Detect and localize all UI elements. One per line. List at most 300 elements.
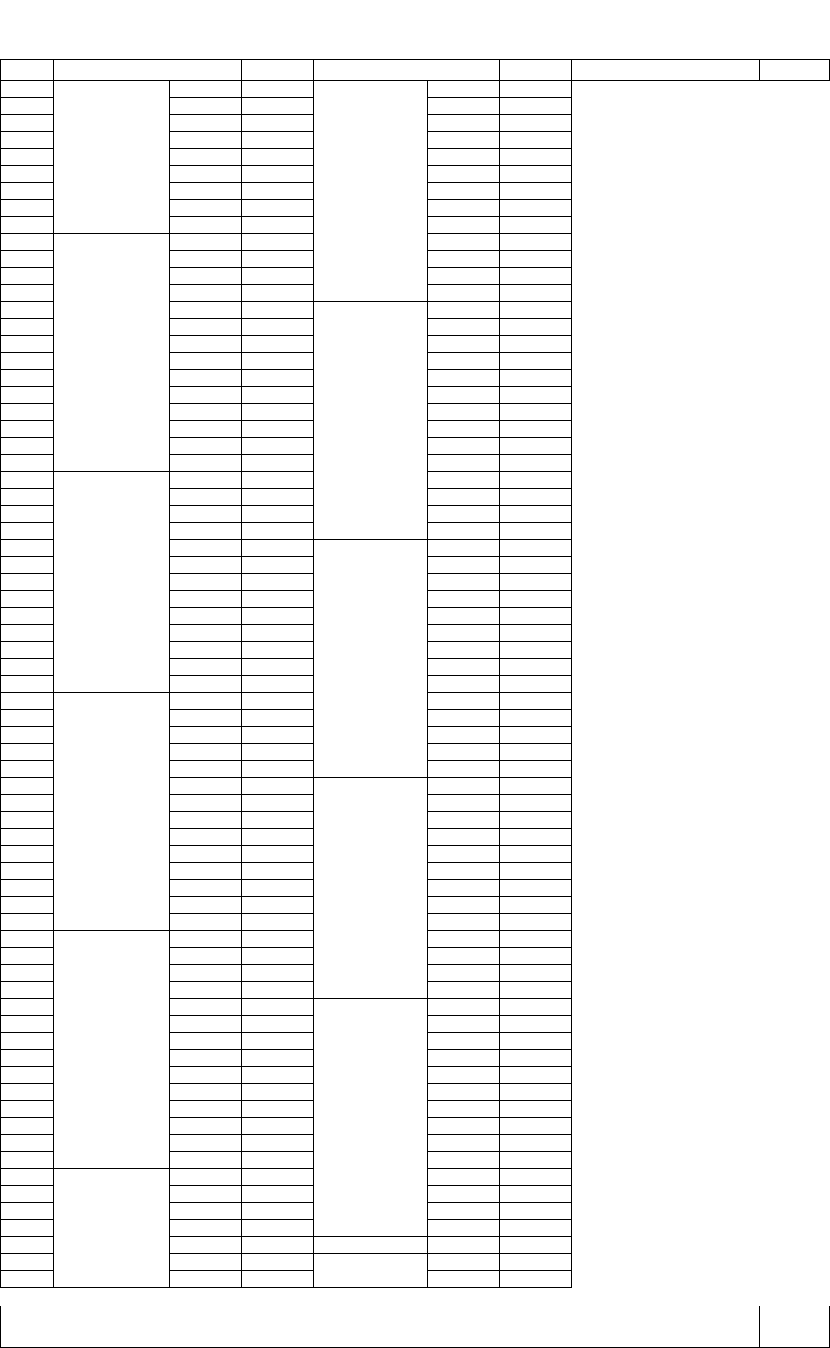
product-name-cell (1, 914, 54, 931)
product-name-cell (1, 183, 54, 200)
thickness-cell (169, 829, 241, 846)
quantity-cell (241, 778, 313, 795)
quantity-cell (241, 540, 313, 557)
quantity-cell (500, 421, 572, 438)
thickness-cell (169, 693, 241, 710)
product-name-cell (1, 812, 54, 829)
thickness-cell (428, 931, 500, 948)
thickness-cell (169, 914, 241, 931)
product-name-cell (1, 285, 54, 302)
quantity-cell (241, 846, 313, 863)
thickness-cell (428, 336, 500, 353)
thickness-cell (169, 1186, 241, 1203)
quantity-cell (241, 438, 313, 455)
product-name-cell (1, 880, 54, 897)
thickness-cell (169, 744, 241, 761)
quantity-cell (500, 591, 572, 608)
product-name-cell (1, 1118, 54, 1135)
quantity-cell (500, 234, 572, 251)
product-name-cell (1, 1237, 54, 1254)
thickness-cell (428, 455, 500, 472)
thickness-cell (169, 319, 241, 336)
quantity-cell (241, 948, 313, 965)
thickness-cell (428, 897, 500, 914)
quantity-cell (241, 1254, 313, 1271)
product-name-cell (1, 319, 54, 336)
quantity-cell (241, 1237, 313, 1254)
header-qty (500, 60, 572, 81)
quantity-cell (241, 727, 313, 744)
quantity-cell (241, 455, 313, 472)
quantity-cell (500, 931, 572, 948)
quantity-cell (241, 829, 313, 846)
quantity-cell (500, 370, 572, 387)
size-group-cell (313, 778, 428, 999)
quantity-cell (241, 200, 313, 217)
thickness-cell (169, 880, 241, 897)
quantity-cell (500, 472, 572, 489)
product-name-cell (1, 897, 54, 914)
thickness-cell (428, 540, 500, 557)
quantity-cell (241, 387, 313, 404)
quantity-cell (500, 778, 572, 795)
product-name-cell (1, 540, 54, 557)
thickness-cell (169, 591, 241, 608)
thickness-cell (169, 353, 241, 370)
product-name-cell (1, 1050, 54, 1067)
quantity-cell (241, 489, 313, 506)
quantity-cell (500, 268, 572, 285)
quantity-cell (241, 591, 313, 608)
product-name-cell (1, 948, 54, 965)
thickness-cell (428, 506, 500, 523)
header-spec (313, 60, 500, 81)
product-name-cell (1, 591, 54, 608)
product-name-cell (1, 523, 54, 540)
thickness-cell (169, 1118, 241, 1135)
thickness-cell (169, 1152, 241, 1169)
product-name-cell (1, 744, 54, 761)
quantity-cell (500, 115, 572, 132)
thickness-cell (169, 506, 241, 523)
quantity-cell (241, 1203, 313, 1220)
product-name-cell (1, 370, 54, 387)
thickness-cell (428, 557, 500, 574)
thickness-cell (169, 710, 241, 727)
quantity-cell (241, 183, 313, 200)
size-group-cell (313, 540, 428, 778)
thickness-cell (428, 1186, 500, 1203)
quantity-cell (500, 1237, 572, 1254)
quantity-cell (500, 132, 572, 149)
quantity-cell (500, 1271, 572, 1288)
product-name-cell (1, 98, 54, 115)
thickness-cell (169, 795, 241, 812)
product-name-cell (1, 846, 54, 863)
product-name-cell (1, 421, 54, 438)
quantity-cell (500, 81, 572, 98)
product-name-cell (1, 693, 54, 710)
quantity-cell (500, 98, 572, 115)
quantity-cell (241, 166, 313, 183)
quantity-cell (241, 812, 313, 829)
quantity-cell (500, 999, 572, 1016)
address-footer (0, 1306, 830, 1348)
quantity-cell (500, 693, 572, 710)
thickness-cell (169, 778, 241, 795)
quantity-cell (500, 642, 572, 659)
thickness-cell (428, 1067, 500, 1084)
quantity-cell (500, 217, 572, 234)
quantity-cell (500, 625, 572, 642)
quantity-cell (241, 370, 313, 387)
quantity-cell (241, 1186, 313, 1203)
thickness-cell (169, 1220, 241, 1237)
thickness-cell (428, 948, 500, 965)
thickness-cell (428, 1033, 500, 1050)
thickness-cell (169, 965, 241, 982)
quantity-cell (241, 642, 313, 659)
thickness-cell (428, 642, 500, 659)
thickness-cell (428, 574, 500, 591)
thickness-cell (428, 472, 500, 489)
thickness-cell (428, 608, 500, 625)
quantity-cell (241, 81, 313, 98)
quantity-cell (500, 574, 572, 591)
thickness-cell (169, 302, 241, 319)
quantity-cell (241, 523, 313, 540)
thickness-cell (169, 727, 241, 744)
thickness-cell (169, 608, 241, 625)
thickness-cell (169, 183, 241, 200)
thickness-cell (169, 251, 241, 268)
product-name-cell (1, 1220, 54, 1237)
quantity-cell (241, 115, 313, 132)
thickness-cell (169, 1203, 241, 1220)
product-name-cell (1, 557, 54, 574)
stock-table (0, 59, 830, 1288)
thickness-cell (428, 438, 500, 455)
product-name-cell (1, 1254, 54, 1271)
footer-divider (759, 1306, 760, 1347)
quantity-cell (241, 1067, 313, 1084)
thickness-cell (428, 1050, 500, 1067)
thickness-cell (428, 914, 500, 931)
thickness-cell (428, 1101, 500, 1118)
thickness-cell (428, 693, 500, 710)
quantity-cell (500, 183, 572, 200)
thickness-cell (169, 642, 241, 659)
quantity-cell (241, 353, 313, 370)
quantity-cell (241, 1169, 313, 1186)
thickness-cell (428, 217, 500, 234)
size-group-cell (313, 302, 428, 540)
quantity-cell (500, 812, 572, 829)
quantity-cell (241, 1033, 313, 1050)
header-row (1, 60, 830, 81)
quantity-cell (241, 795, 313, 812)
quantity-cell (500, 608, 572, 625)
quantity-cell (241, 1101, 313, 1118)
product-name-cell (1, 336, 54, 353)
thickness-cell (428, 489, 500, 506)
quantity-cell (241, 319, 313, 336)
thickness-cell (428, 370, 500, 387)
thickness-cell (169, 999, 241, 1016)
quantity-cell (500, 200, 572, 217)
quantity-cell (500, 744, 572, 761)
thickness-cell (428, 965, 500, 982)
quantity-cell (500, 965, 572, 982)
thickness-cell (169, 523, 241, 540)
quantity-cell (241, 336, 313, 353)
quantity-cell (241, 1135, 313, 1152)
product-name-cell (1, 234, 54, 251)
thickness-cell (169, 1101, 241, 1118)
product-name-cell (1, 506, 54, 523)
quantity-cell (500, 914, 572, 931)
quantity-cell (241, 574, 313, 591)
product-name-cell (1, 149, 54, 166)
thickness-cell (428, 795, 500, 812)
thickness-cell (428, 744, 500, 761)
thickness-cell (428, 1169, 500, 1186)
thickness-cell (428, 999, 500, 1016)
product-name-cell (1, 710, 54, 727)
product-name-cell (1, 1084, 54, 1101)
quantity-cell (241, 217, 313, 234)
quantity-cell (241, 676, 313, 693)
quantity-cell (500, 710, 572, 727)
quantity-cell (500, 387, 572, 404)
thickness-cell (428, 676, 500, 693)
product-name-cell (1, 166, 54, 183)
thickness-cell (428, 404, 500, 421)
thickness-cell (169, 1254, 241, 1271)
thickness-cell (169, 489, 241, 506)
thickness-cell (169, 404, 241, 421)
quantity-cell (241, 982, 313, 999)
quantity-cell (241, 761, 313, 778)
quantity-cell (500, 285, 572, 302)
product-name-cell (1, 200, 54, 217)
product-name-cell (1, 982, 54, 999)
quantity-cell (241, 472, 313, 489)
quantity-cell (500, 302, 572, 319)
thickness-cell (428, 880, 500, 897)
thickness-cell (169, 812, 241, 829)
product-name-cell (1, 965, 54, 982)
quantity-cell (241, 625, 313, 642)
quantity-cell (500, 557, 572, 574)
quantity-cell (241, 931, 313, 948)
thickness-cell (169, 557, 241, 574)
product-name-cell (1, 1135, 54, 1152)
thickness-cell (428, 1135, 500, 1152)
quantity-cell (241, 132, 313, 149)
product-name-cell (1, 608, 54, 625)
size-group-cell (313, 81, 428, 302)
quantity-cell (500, 336, 572, 353)
quantity-cell (241, 710, 313, 727)
quantity-cell (241, 1016, 313, 1033)
quantity-cell (500, 1050, 572, 1067)
thickness-cell (428, 710, 500, 727)
size-group-cell (53, 472, 169, 693)
thickness-cell (169, 540, 241, 557)
quantity-cell (500, 829, 572, 846)
product-name-cell (1, 472, 54, 489)
thickness-cell (428, 1118, 500, 1135)
quantity-cell (500, 846, 572, 863)
quantity-cell (500, 727, 572, 744)
size-group-cell (313, 999, 428, 1237)
thickness-cell (169, 897, 241, 914)
thickness-cell (428, 863, 500, 880)
quantity-cell (241, 557, 313, 574)
thickness-cell (428, 778, 500, 795)
quantity-cell (241, 98, 313, 115)
quantity-cell (500, 948, 572, 965)
product-name-cell (1, 727, 54, 744)
thickness-cell (428, 761, 500, 778)
size-group-cell (313, 1254, 428, 1288)
quantity-cell (241, 285, 313, 302)
quantity-cell (241, 608, 313, 625)
product-name-cell (1, 1169, 54, 1186)
product-name-cell (1, 115, 54, 132)
quantity-cell (241, 404, 313, 421)
thickness-cell (169, 285, 241, 302)
quantity-cell (500, 880, 572, 897)
size-group-cell (53, 931, 169, 1169)
thickness-cell (169, 149, 241, 166)
thickness-cell (169, 574, 241, 591)
thickness-cell (428, 387, 500, 404)
header-spec (53, 60, 241, 81)
thickness-cell (428, 659, 500, 676)
quantity-cell (500, 863, 572, 880)
thickness-cell (169, 982, 241, 999)
thickness-cell (428, 591, 500, 608)
product-name-cell (1, 574, 54, 591)
thickness-cell (169, 1084, 241, 1101)
thickness-cell (428, 353, 500, 370)
product-name-cell (1, 778, 54, 795)
product-name-cell (1, 676, 54, 693)
quantity-cell (500, 166, 572, 183)
quantity-cell (241, 1271, 313, 1288)
size-group-cell (53, 693, 169, 931)
quantity-cell (500, 1254, 572, 1271)
size-group-cell (53, 1169, 169, 1288)
thickness-cell (428, 982, 500, 999)
product-name-cell (1, 81, 54, 98)
thickness-cell (169, 217, 241, 234)
quantity-cell (500, 1152, 572, 1169)
thickness-cell (428, 846, 500, 863)
quantity-cell (241, 744, 313, 761)
product-name-cell (1, 1203, 54, 1220)
thickness-cell (428, 81, 500, 98)
quantity-cell (500, 1203, 572, 1220)
thickness-cell (169, 81, 241, 98)
quantity-cell (500, 1118, 572, 1135)
thickness-cell (169, 387, 241, 404)
thickness-cell (428, 302, 500, 319)
thickness-cell (169, 1271, 241, 1288)
thickness-cell (428, 1016, 500, 1033)
product-name-cell (1, 132, 54, 149)
product-name-cell (1, 1186, 54, 1203)
thickness-cell (169, 268, 241, 285)
quantity-cell (500, 1033, 572, 1050)
thickness-cell (428, 251, 500, 268)
quantity-cell (241, 234, 313, 251)
thickness-cell (169, 1016, 241, 1033)
thickness-cell (169, 200, 241, 217)
thickness-cell (428, 183, 500, 200)
quantity-cell (500, 659, 572, 676)
header-qty (760, 60, 830, 81)
thickness-cell (169, 370, 241, 387)
quantity-cell (241, 863, 313, 880)
quantity-cell (241, 1050, 313, 1067)
thickness-cell (428, 200, 500, 217)
thickness-cell (428, 829, 500, 846)
thickness-cell (169, 1135, 241, 1152)
thickness-cell (428, 149, 500, 166)
quantity-cell (500, 353, 572, 370)
product-name-cell (1, 863, 54, 880)
quantity-cell (500, 489, 572, 506)
product-name-cell (1, 999, 54, 1016)
thickness-cell (169, 336, 241, 353)
product-name-cell (1, 761, 54, 778)
quantity-cell (241, 965, 313, 982)
quantity-cell (241, 880, 313, 897)
thickness-cell (428, 132, 500, 149)
size-group-cell (53, 81, 169, 234)
thickness-cell (169, 846, 241, 863)
thickness-cell (428, 1271, 500, 1288)
thickness-cell (169, 98, 241, 115)
table-row (1, 81, 830, 98)
thickness-cell (169, 659, 241, 676)
thickness-cell (428, 166, 500, 183)
thickness-cell (428, 1152, 500, 1169)
thickness-cell (169, 455, 241, 472)
quantity-cell (500, 1186, 572, 1203)
thickness-cell (428, 319, 500, 336)
quantity-cell (241, 268, 313, 285)
quantity-cell (500, 455, 572, 472)
quantity-cell (241, 693, 313, 710)
product-name-cell (1, 1101, 54, 1118)
thickness-cell (428, 727, 500, 744)
thickness-cell (169, 1169, 241, 1186)
thickness-cell (169, 115, 241, 132)
thickness-cell (428, 234, 500, 251)
thickness-cell (169, 1067, 241, 1084)
product-name-cell (1, 1033, 54, 1050)
thickness-cell (169, 234, 241, 251)
product-name-cell (1, 1067, 54, 1084)
product-name-cell (1, 217, 54, 234)
product-name-cell (1, 931, 54, 948)
quantity-cell (500, 540, 572, 557)
quantity-cell (241, 897, 313, 914)
